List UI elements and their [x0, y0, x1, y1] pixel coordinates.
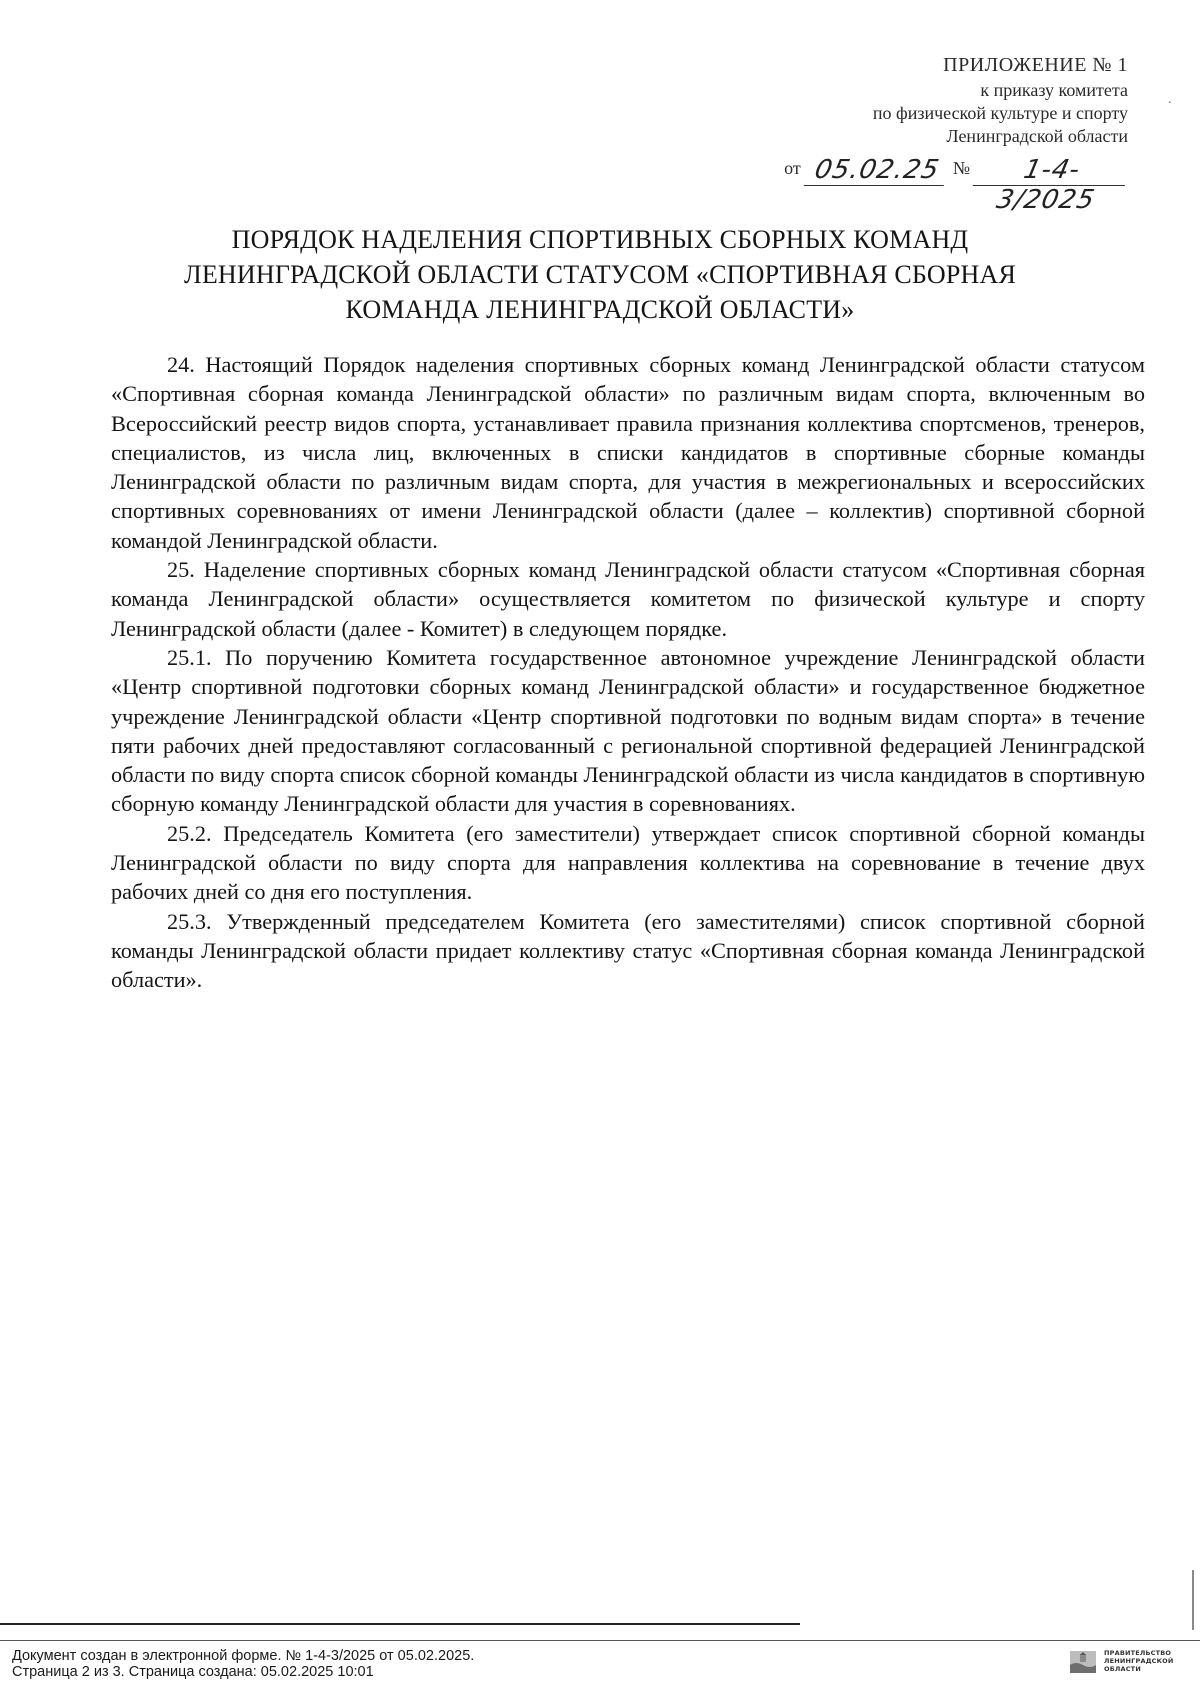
title-line-3: КОМАНДА ЛЕНИНГРАДСКОЙ ОБЛАСТИ»: [345, 295, 855, 324]
coat-of-arms-icon: [1070, 1651, 1096, 1673]
title-line-2: ЛЕНИНГРАДСКОЙ ОБЛАСТИ СТАТУСОМ «СПОРТИВНАЯ СБОРНАЯ: [183, 260, 1017, 289]
document-body: [111, 350, 1145, 995]
government-logo: [1070, 1649, 1180, 1681]
annex-line-1: к приказу комитета: [980, 80, 1128, 100]
scan-edge-mark: [1192, 1570, 1194, 1630]
footer-line-1: Документ создан в электронной форме. № 1-4-3/2025 от 05.02.2025.: [12, 1648, 475, 1664]
footer-info: [12, 1648, 474, 1680]
document-title: [140, 222, 1060, 327]
number-label: №: [952, 158, 970, 178]
date-label: от: [784, 158, 801, 178]
scan-speck: ·: [1167, 96, 1172, 111]
annex-title: ПРИЛОЖЕНИЕ № 1: [943, 54, 1128, 76]
paragraph-25-1: 25.1. По поручению Комитета государственное автономное учреждение Ленинградской области «Центр спортивной подготовки сборных команд Ленинградской области» и государственное бюджетное учреждение Ленинградской области «Центр спортивной подготовки по водным видам спорта» в течение пяти рабочих дней предоставляют согласованный с региональной спортивной федерацией Ленинградской области по виду спорта список сборной команды Ленинградской области из числа кандидатов в спортивную сборную команду Ленинградской области для участия в соревнованиях.: [111, 644, 1145, 817]
title-line-1: ПОРЯДОК НАДЕЛЕНИЯ СПОРТИВНЫХ СБОРНЫХ КОМАНД: [231, 225, 969, 254]
handwritten-number: 1-4-3/2025: [973, 155, 1132, 186]
annex-line-2: по физической культуре и спорту: [872, 103, 1128, 123]
paragraph-25-2: 25.2. Председатель Комитета (его заместители) утверждает список спортивной сборной команды Ленинградской области по виду спорта для направления коллектива на соревнование в течение двух рабочих дней со дня его поступления.: [111, 820, 1145, 905]
footer-rule-heavy: [0, 1623, 800, 1625]
footer-line-2: Страница 2 из 3. Страница создана: 05.02.2025 10:01: [12, 1664, 374, 1680]
annex-header: [708, 54, 1128, 215]
order-details: [708, 150, 1128, 215]
logo-line-3: ОБЛАСТИ: [1104, 1665, 1141, 1673]
paragraph-25-3: 25.3. Утвержденный председателем Комитета (его заместителями) список спортивной сборной команды Ленинградской области придает коллективу статус «Спортивная сборная команда Ленинградской области».: [111, 908, 1145, 993]
paragraph-25: 25. Наделение спортивных сборных команд Ленинградской области статусом «Спортивная сборная команда Ленинградской области» осуществляется комитетом по физической культуре и спорту Ленинградской области (далее - Комитет) в следующем порядке.: [111, 557, 1145, 641]
logo-line-1: ПРАВИТЕЛЬСТВО: [1104, 1649, 1172, 1657]
annex-line-3: Ленинградской области: [946, 126, 1128, 146]
paragraph-24: 24. Настоящий Порядок наделения спортивных сборных команд Ленинградской области статусом «Спортивная сборная команда Ленинградской области» по различным видам спорта, включенным во Всероссийский реестр видов спорта, устанавливает правила признания коллектива спортсменов, тренеров, специалистов, из числа лиц, включенных в списки кандидатов в спортивные сборные команды Ленинградской области по различным видам спорта, для участия в межрегиональных и всероссийских спортивных соревнованиях от имени Ленинградской области (далее – коллектив) спортивной сборной командой Ленинградской области.: [111, 352, 1145, 553]
logo-caption: [1104, 1649, 1184, 1673]
footer-rule-light: [0, 1640, 1200, 1641]
handwritten-date: 05.02.25: [804, 155, 951, 186]
logo-line-2: ЛЕНИНГРАДСКОЙ: [1104, 1657, 1174, 1665]
